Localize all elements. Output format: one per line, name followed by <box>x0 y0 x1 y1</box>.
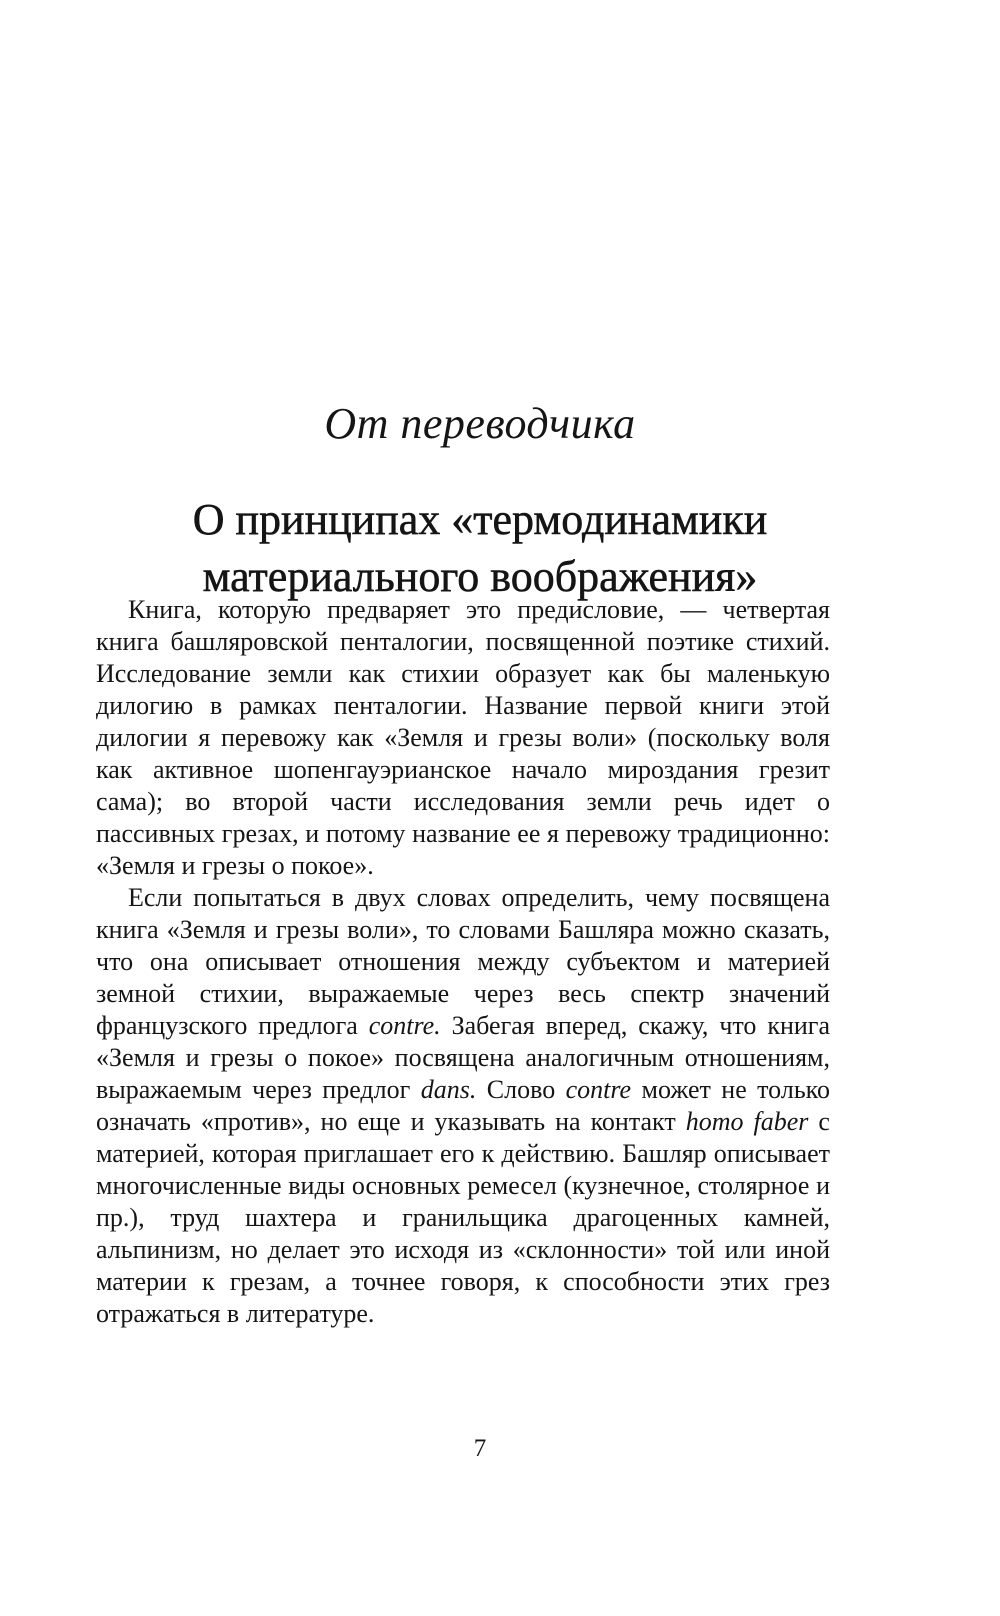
section-label: От переводчика <box>324 399 636 448</box>
chapter-title-line-2: материального воображения» <box>202 552 758 602</box>
chapter-title-line-1: О принципах «термодинамики <box>192 495 768 545</box>
foreign-term-homo-faber: homo faber <box>685 1107 809 1136</box>
paragraph-2-text-2: Забегая вперед, скажу, что книга «Земля и грезы о покое» посвящена аналогичным отношениям, выражаемым через предлог <box>96 1011 830 1104</box>
foreign-term-contre: contre. <box>368 1011 441 1040</box>
foreign-term-dans: dans. <box>420 1075 477 1104</box>
body-text <box>96 594 830 1330</box>
paragraph-2-text-5: с материей, которая приглашает его к действию. Башляр описывает многочисленные виды основных ремесел (кузнечное, столярное и пр.), труд шахтера и гранильщика драгоценных камней, альпинизм, но делает это исходя из «склонности» той или иной материи к грезам, а точнее говоря, к способности этих грез отражаться в литературе. <box>96 1107 830 1328</box>
paragraph-1 <box>96 594 830 882</box>
paragraph-1-text: Книга, которую предваряет это предисловие, — четвертая книга башляровской пенталогии, посвященной поэтике стихий. Исследование земли как стихии образует как бы маленькую дилогию в рамках пенталогии. Название первой книги этой дилогии я перевожу как «Земля и грезы воли» (поскольку воля как активное шопенгауэрианское начало мироздания грезит сама); во второй части исследования земли речь идет о пассивных грезах, и потому название ее я перевожу традиционно: «Земля и грезы о покое». <box>96 595 830 880</box>
foreign-term-contre-2: contre <box>565 1075 632 1104</box>
page-number: 7 <box>473 1435 487 1462</box>
paragraph-2 <box>96 882 830 1330</box>
paragraph-2-text-4: может не только означать «против», но еще и указывать на контакт <box>96 1075 830 1136</box>
chapter-title <box>0 491 960 605</box>
paragraph-2-text-3: Слово <box>476 1075 566 1104</box>
paragraph-2-text-1: Если попытаться в двух словах определить, чему посвящена книга «Земля и грезы воли», то словами Башляра можно сказать, что она описывает отношения между субъектом и материей земной стихии, выражаемые через весь спектр значений французского предлога <box>96 883 830 1040</box>
